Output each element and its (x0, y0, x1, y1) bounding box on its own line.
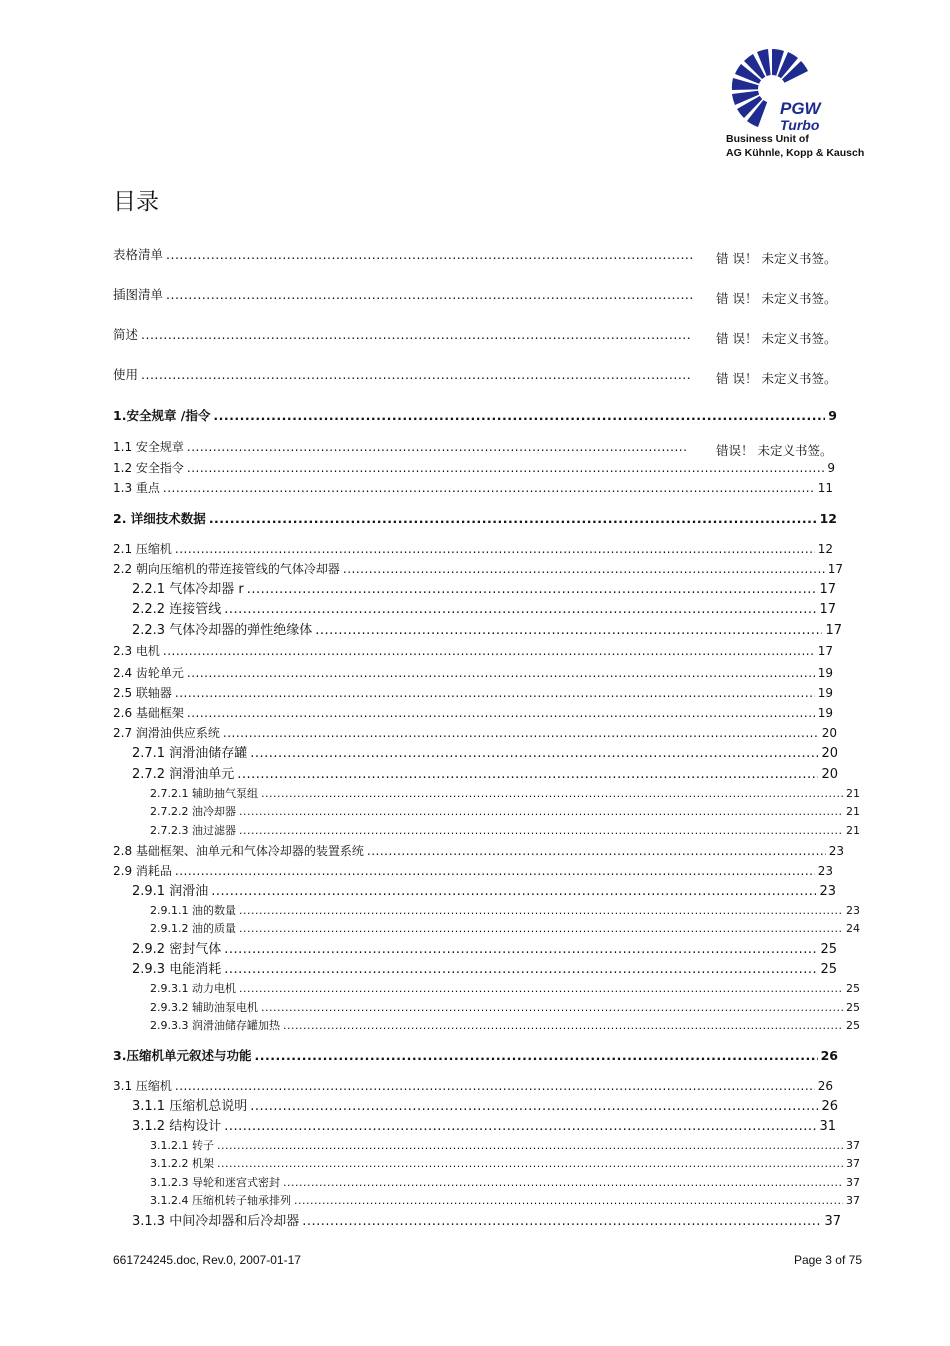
toc-leader (239, 806, 843, 817)
toc-entry[interactable]: 2.7.2.3 油过滤器 ..... 21 (150, 825, 860, 836)
toc-entry[interactable]: 2. 详细技术数据 ..... 12 (113, 513, 837, 526)
toc-entry[interactable]: 2.2 朝向压缩机的带连接管线的气体冷却器 ..... 17 (113, 563, 843, 575)
toc-leader (163, 645, 815, 657)
toc-entry[interactable]: 2.9.3.1 动力电机 ..... 25 (150, 983, 860, 994)
toc-entry[interactable]: 3.1.1 压缩机总说明 ..... 26 (132, 1100, 838, 1113)
toc-entry[interactable]: 表格清单 ..... (113, 249, 695, 262)
toc-leader (187, 441, 688, 453)
toc-leader (302, 1215, 821, 1228)
toc-error-note: 错 误！ 未定义书签。 (716, 291, 837, 306)
toc-leader (283, 1177, 843, 1188)
logo-company: AG Kühnle, Kopp & Kausch (726, 147, 865, 159)
toc-leader (224, 943, 817, 956)
toc-entry[interactable]: 2.2.3 气体冷却器的弹性绝缘体 ..... 17 (132, 624, 842, 637)
toc-leader (237, 768, 818, 781)
toc-leader (223, 727, 819, 739)
toc-entry[interactable]: 3.1.3 中间冷却器和后冷却器 ..... 37 (132, 1215, 841, 1228)
toc-entry[interactable]: 插图清单 ..... (113, 289, 695, 302)
toc-leader (187, 707, 815, 719)
toc-entry[interactable]: 3.1 压缩机 ..... 26 (113, 1080, 833, 1092)
logo-business-unit: Business Unit of (726, 133, 809, 145)
toc-entry[interactable]: 2.4 齿轮单元 ..... 19 (113, 667, 833, 679)
toc-entry[interactable]: 3.1.2.3 导轮和迷宫式密封 ..... 37 (150, 1177, 860, 1188)
toc-leader (247, 583, 817, 596)
toc-entry[interactable]: 2.1 压缩机 ..... 12 (113, 543, 833, 555)
toc-entry[interactable]: 2.9 消耗品 ..... 23 (113, 865, 833, 877)
toc-entry[interactable]: 2.8 基础框架、油单元和气体冷却器的装置系统 ..... 23 (113, 845, 844, 857)
toc-leader (217, 1140, 843, 1151)
toc-leader (224, 603, 816, 616)
toc-entry[interactable]: 1.1 安全规章 ..... (113, 441, 691, 453)
toc-leader (211, 885, 816, 898)
toc-entry[interactable]: 2.9.3.3 润滑油储存罐加热 ..... 25 (150, 1020, 860, 1031)
logo-subname: Turbo (780, 117, 820, 133)
toc-entry[interactable]: 简述 ..... (113, 329, 695, 342)
toc-leader (250, 1100, 818, 1113)
toc-entry[interactable]: 1.安全规章 /指令 ..... 9 (113, 410, 837, 423)
toc-leader (343, 563, 825, 575)
toc-leader (166, 249, 692, 262)
toc-leader (367, 845, 826, 857)
toc-leader (250, 747, 818, 760)
footer-document-info: 661724245.doc, Rev.0, 2007-01-17 (113, 1253, 301, 1267)
toc-entry[interactable]: 1.3 重点 ..... 11 (113, 482, 833, 494)
toc-entry[interactable]: 2.5 联轴器 ..... 19 (113, 687, 833, 699)
toc-entry[interactable]: 2.9.3 电能消耗 ..... 25 (132, 963, 837, 976)
toc-entry[interactable]: 使用 ..... (113, 369, 695, 382)
toc-leader (224, 1120, 816, 1133)
toc-entry[interactable]: 2.9.1 润滑油 ..... 23 (132, 885, 836, 898)
toc-leader (239, 825, 843, 836)
toc-leader (224, 963, 817, 976)
toc-leader (175, 865, 815, 877)
toc-entry[interactable]: 2.7.2.1 辅助抽气泵组 ..... 21 (150, 788, 860, 799)
toc-entry[interactable]: 2.9.3.2 辅助油泵电机 ..... 25 (150, 1002, 860, 1013)
toc-leader (166, 289, 692, 302)
footer-page-number: Page 3 of 75 (793, 1253, 862, 1267)
toc-leader (261, 788, 843, 799)
toc-entry[interactable]: 3.压缩机单元叙述与功能 ..... 26 (113, 1050, 838, 1063)
toc-leader (163, 482, 815, 494)
toc-leader (141, 369, 692, 382)
toc-error-note: 错 误！ 未定义书签。 (716, 251, 837, 266)
toc-entry[interactable]: 2.7 润滑油供应系统 ..... 20 (113, 727, 837, 739)
toc-leader (315, 624, 822, 637)
toc-leader (283, 1020, 843, 1031)
toc-leader (209, 513, 817, 526)
toc-entry[interactable]: 2.2.2 连接管线 ..... 17 (132, 603, 836, 616)
toc-entry[interactable]: 1.2 安全指令 ..... 9 (113, 462, 835, 474)
toc-entry[interactable]: 2.7.2 润滑油单元 ..... 20 (132, 768, 838, 781)
toc-leader (239, 905, 843, 916)
toc-leader (294, 1195, 843, 1206)
toc-entry[interactable]: 2.6 基础框架 ..... 19 (113, 707, 833, 719)
toc-leader (187, 462, 824, 474)
toc-entry[interactable]: 2.9.2 密封气体 ..... 25 (132, 943, 837, 956)
toc-leader (254, 1050, 817, 1063)
toc-leader (175, 1080, 815, 1092)
toc-entry[interactable]: 2.2.1 气体冷却器 r ..... 17 (132, 583, 836, 596)
page-title: 目录 (113, 189, 159, 215)
toc-entry[interactable]: 2.7.1 润滑油储存罐 ..... 20 (132, 747, 838, 760)
toc-entry[interactable]: 3.1.2.1 转子 ..... 37 (150, 1140, 860, 1151)
toc-leader (217, 1158, 843, 1169)
toc-leader (239, 983, 843, 994)
toc-entry[interactable]: 3.1.2 结构设计 ..... 31 (132, 1120, 836, 1133)
toc-entry[interactable]: 2.9.1.2 油的质量 ..... 24 (150, 923, 860, 934)
company-logo (722, 44, 882, 164)
toc-entry[interactable]: 2.9.1.1 油的数量 ..... 23 (150, 905, 860, 916)
toc-entry[interactable]: 3.1.2.2 机架 ..... 37 (150, 1158, 860, 1169)
toc-leader (141, 329, 692, 342)
logo-name: PGW (780, 99, 821, 118)
toc-error-note: 错 误！ 未定义书签。 (716, 371, 837, 386)
toc-leader (175, 543, 815, 555)
toc-error-note: 错 误！ 未定义书签。 (716, 331, 837, 346)
toc-leader (261, 1002, 843, 1013)
toc-leader (239, 923, 843, 934)
toc-leader (175, 687, 815, 699)
toc-leader (187, 667, 815, 679)
toc-entry[interactable]: 3.1.2.4 压缩机转子轴承排列 ..... 37 (150, 1195, 860, 1206)
toc-leader (213, 410, 825, 423)
toc-entry[interactable]: 2.3 电机 ..... 17 (113, 645, 833, 657)
toc-error-note: 错误！ 未定义书签。 (716, 443, 833, 458)
toc-entry[interactable]: 2.7.2.2 油冷却器 ..... 21 (150, 806, 860, 817)
